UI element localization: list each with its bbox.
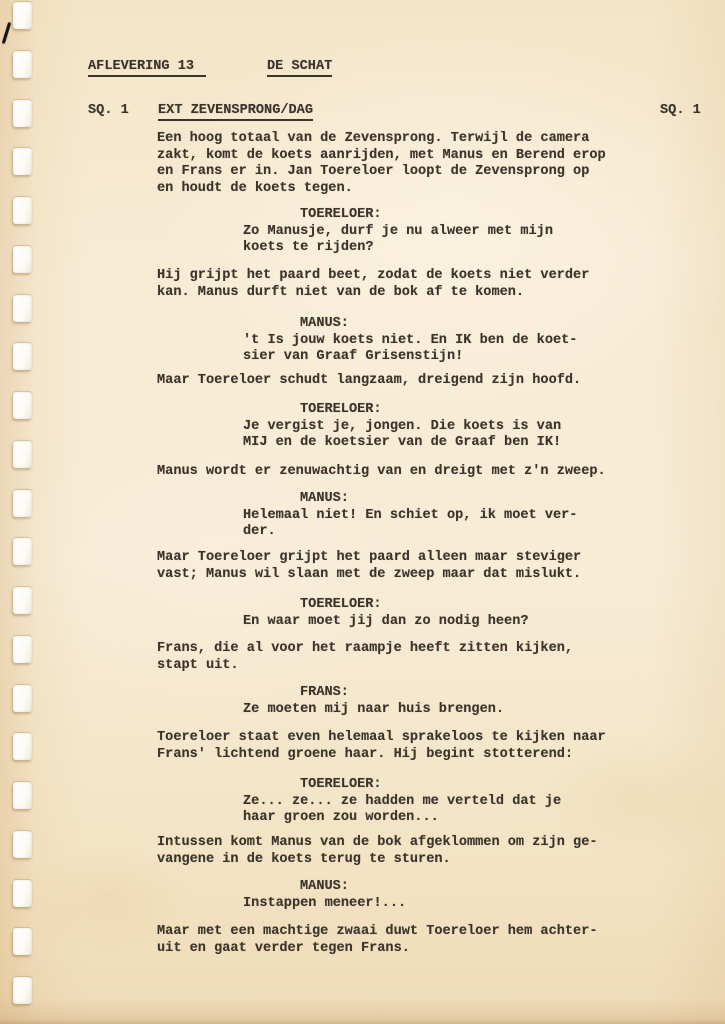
dialogue-block: [243, 777, 561, 827]
script-line: haar groen zou worden...: [243, 810, 439, 826]
dialogue-block: [243, 491, 577, 541]
speaker-name: FRANS:: [300, 685, 349, 700]
script-line: Manus wordt er zenuwachtig van en dreigt met z'n zweep.: [157, 464, 606, 479]
speaker-name: MANUS:: [300, 879, 349, 894]
script-line: Frans' lichtend groene haar. Hij begint stotterend:: [157, 746, 574, 762]
script-line: vast; Manus wil slaan met de zweep maar dat mislukt.: [157, 566, 582, 582]
scene-number-left: SQ. 1: [88, 103, 129, 118]
script-line: Een hoog totaal van de Zevensprong. Terwijl de camera: [157, 131, 590, 146]
dialogue-block: [243, 207, 553, 257]
script-line: Ze moeten mij naar huis brengen.: [243, 701, 505, 717]
script-line: Instappen meneer!...: [243, 895, 407, 911]
script-line: Maar Toereloer schudt langzaam, dreigend zijn hoofd.: [157, 373, 582, 388]
script-line: en Frans er in. Jan Toereloer loopt de Zevensprong op: [157, 164, 590, 180]
action-block: [157, 641, 573, 674]
action-block: [157, 835, 598, 868]
script-line: Maar met een machtige zwaai duwt Toereloer hem achter-: [157, 924, 598, 939]
action-block: [157, 730, 606, 763]
page-title: DE SCHAT: [267, 59, 332, 77]
script-line: Maar Toereloer grijpt het paard alleen maar steviger: [157, 550, 582, 565]
script-line: Zo Manusje, durf je nu alweer met mijn: [243, 223, 553, 239]
speaker-name: MANUS:: [300, 491, 349, 506]
action-block: [157, 464, 606, 481]
dialogue-block: [243, 316, 577, 366]
script-line: MIJ en de koetsier van de Graaf ben IK!: [243, 435, 562, 451]
speaker-name: TOERELOER:: [300, 777, 382, 792]
script-line: En waar moet jij dan zo nodig heen?: [243, 613, 529, 629]
script-line: koets te rijden?: [243, 240, 374, 256]
action-block: [157, 131, 606, 197]
action-block: [157, 550, 581, 583]
speaker-name: TOERELOER:: [300, 402, 382, 417]
script-line: vangene in de koets terug te sturen.: [157, 851, 451, 867]
speaker-name: TOERELOER:: [300, 207, 382, 222]
dialogue-block: [243, 597, 529, 630]
action-block: [157, 373, 581, 390]
speaker-name: MANUS:: [300, 316, 349, 331]
dialogue-block: [243, 685, 504, 718]
script-line: der.: [243, 524, 276, 540]
episode-label: AFLEVERING 13: [88, 59, 206, 77]
scene-number-right: SQ. 1: [660, 103, 701, 118]
script-line: Helemaal niet! En schiet op, ik moet ver-: [243, 507, 578, 523]
script-line: sier van Graaf Grisenstijn!: [243, 349, 464, 365]
dialogue-block: [243, 402, 561, 452]
script-line: Toereloer staat even helemaal sprakeloos te kijken naar: [157, 730, 606, 745]
script-line: uit en gaat verder tegen Frans.: [157, 940, 410, 956]
speaker-name: TOERELOER:: [300, 597, 382, 612]
scene-heading: EXT ZEVENSPRONG/DAG: [158, 103, 313, 121]
script-line: stapt uit.: [157, 657, 239, 673]
script-line: kan. Manus durft niet van de bok af te komen.: [157, 284, 525, 300]
action-block: [157, 268, 589, 301]
dialogue-block: [243, 879, 406, 912]
script-line: en houdt de koets tegen.: [157, 180, 353, 196]
script-line: Ze... ze... ze hadden me verteld dat je: [243, 793, 562, 809]
script-line: Frans, die al voor het raampje heeft zitten kijken,: [157, 641, 574, 656]
script-line: Intussen komt Manus van de bok afgeklommen om zijn ge-: [157, 835, 598, 850]
action-block: [157, 924, 598, 957]
script-line: Je vergist je, jongen. Die koets is van: [243, 418, 562, 434]
script-line: zakt, komt de koets aanrijden, met Manus en Berend erop: [157, 147, 606, 163]
script-line: Hij grijpt het paard beet, zodat de koets niet verder: [157, 268, 590, 283]
script-line: 't Is jouw koets niet. En IK ben de koet-: [243, 332, 578, 348]
